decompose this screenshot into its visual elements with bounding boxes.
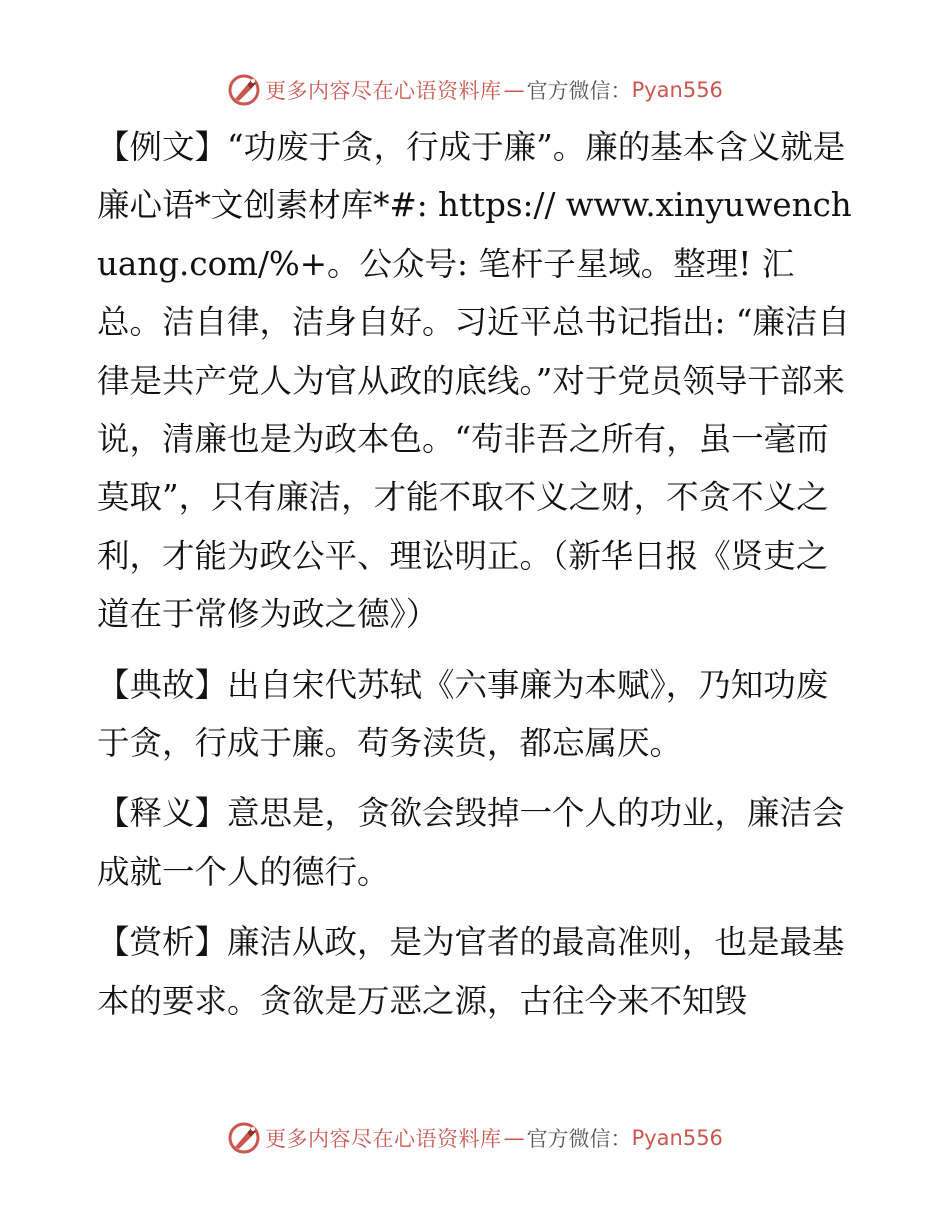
watermark-wechat-handle: Pyan556: [631, 78, 723, 102]
paragraph-allusion: [97, 656, 857, 773]
document-body: [97, 118, 857, 1030]
watermark-wechat-label: 官方微信：: [526, 1127, 632, 1151]
paragraph-text: 廉洁从政，是为官者的最高准则，也是最基本的要求。贪欲是万恶之源，古往今来不知毁: [97, 923, 845, 1020]
watermark-wechat-label: 官方微信：: [526, 79, 632, 103]
watermark-dash: —: [503, 1126, 525, 1150]
paragraph-text: “功废于贪，行成于廉”。廉的基本含义就是廉心语*文创素材库*#: https:// www.xinyuwenchuang.com/%+。公众号: 笔杆子星域。整理! 汇总。洁自律，洁身自好。习近平总书记指出: “廉洁自律是共产党人为官从政的底线。”对于党员领导干部来说，清廉也是为政本色。“苟非吾之所有，虽一毫而莫取”，只有廉洁，才能不取不义之财，不贪不义之利，才能为政公平、理讼明正。（新华日报《贤吏之道在于常修为政之德》）: [97, 128, 852, 634]
paragraph-example: [97, 118, 857, 644]
footer-watermark: [0, 1118, 950, 1158]
section-tag: 【典故】: [97, 665, 228, 704]
pen-logo-icon: [227, 1121, 261, 1155]
watermark-dash: —: [503, 78, 525, 102]
paragraph-meaning: [97, 784, 857, 901]
paragraph-appreciation: [97, 913, 857, 1030]
section-tag: 【赏析】: [97, 923, 228, 962]
watermark-lead-text: 更多内容尽在心语资料库: [265, 1127, 502, 1151]
section-tag: 【例文】: [97, 128, 228, 166]
paragraph-text: 出自宋代苏轼《六事廉为本赋》，乃知功废于贪，行成于廉。苟务渎货，都忘属厌。: [97, 665, 829, 763]
watermark-lead-text: 更多内容尽在心语资料库: [265, 79, 502, 103]
paragraph-text: 意思是，贪欲会毁掉一个人的功业，廉洁会成就一个人的德行。: [97, 794, 845, 891]
watermark-wechat-handle: Pyan556: [631, 1126, 723, 1150]
pen-logo-icon: [227, 73, 261, 107]
header-watermark: [0, 70, 950, 110]
section-tag: 【释义】: [97, 794, 228, 833]
